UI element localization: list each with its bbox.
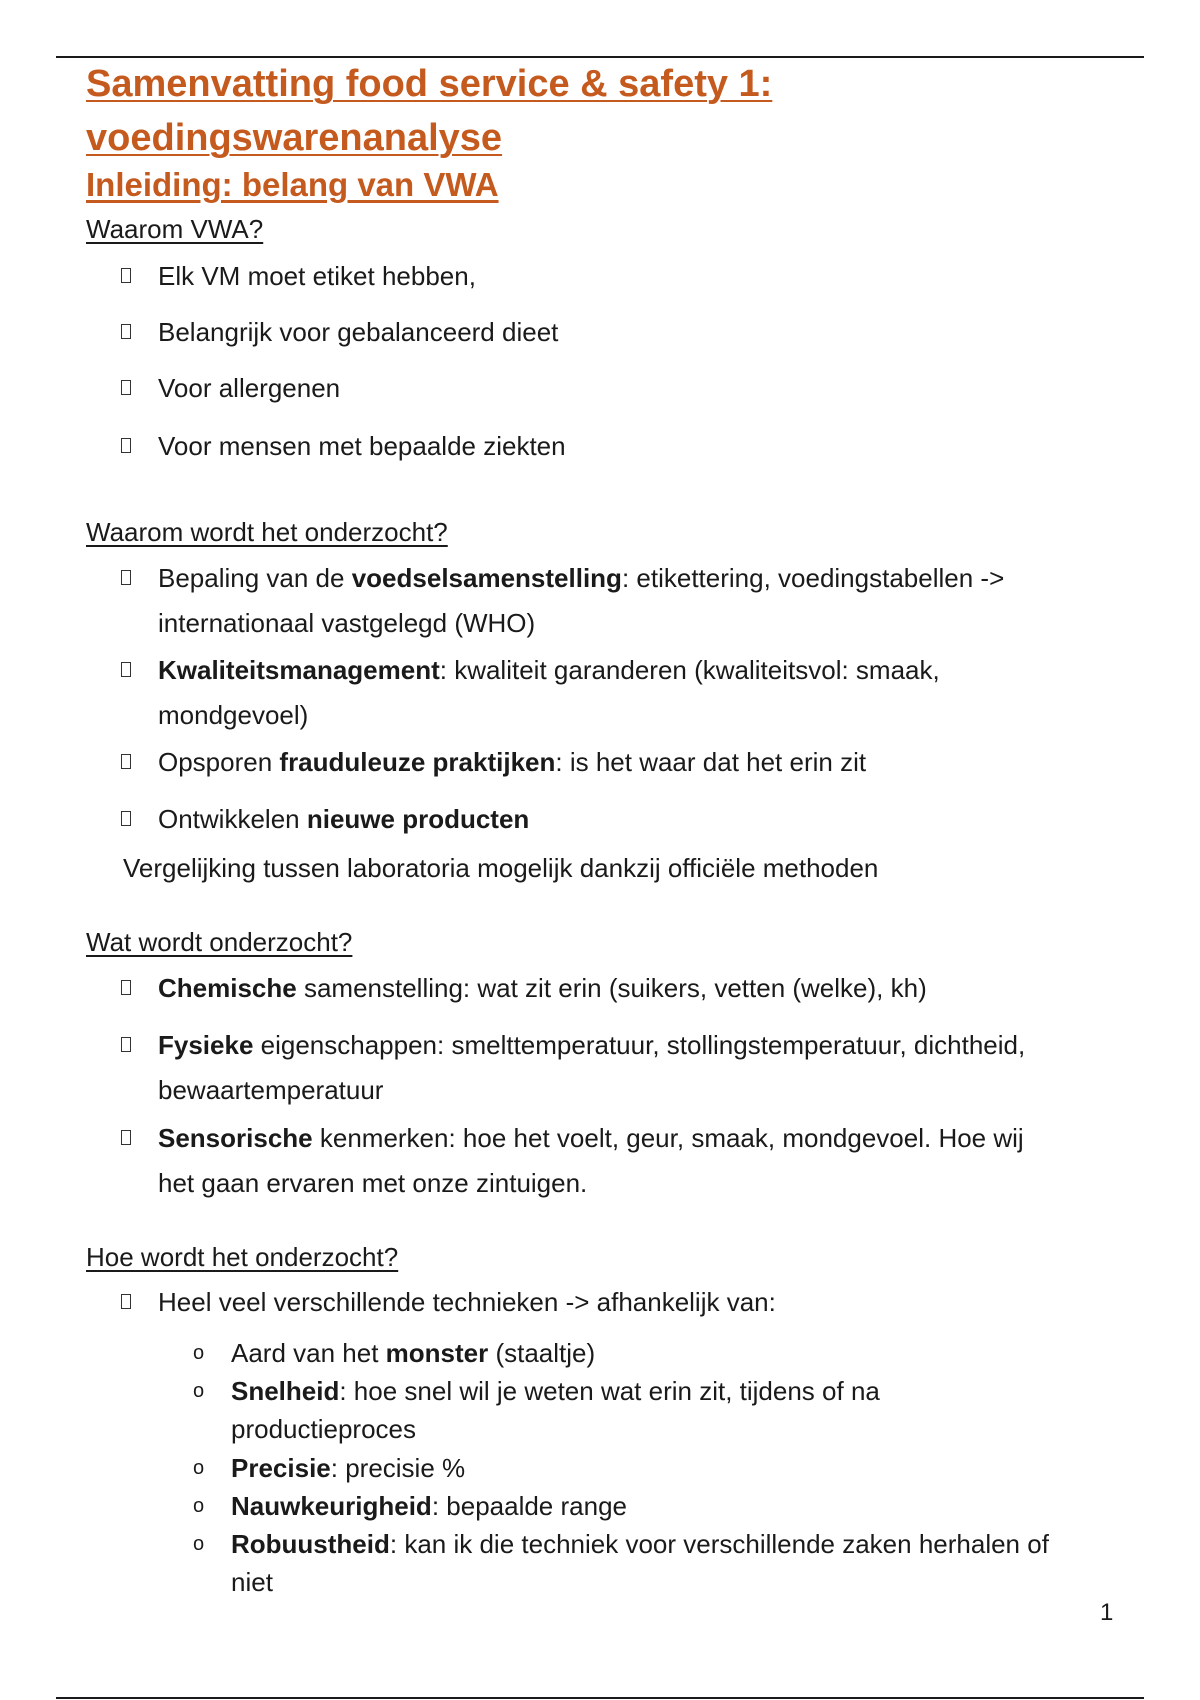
bullet-box-icon <box>121 754 131 769</box>
section-title: Inleiding: belang van VWA <box>86 166 499 203</box>
document-title <box>86 57 1086 165</box>
bullet-box-icon <box>121 811 131 826</box>
bullet-box-icon <box>121 1130 131 1145</box>
circle-bullet-icon: o <box>193 1495 205 1517</box>
circle-bullet-icon: o <box>193 1342 205 1364</box>
title-line-2: voedingswarenanalyse <box>86 117 503 159</box>
note-text: Vergelijking tussen laboratoria mogelijk dankzij officiële methoden <box>123 853 879 883</box>
bullet-box-icon <box>121 380 131 395</box>
bullet-box-icon <box>121 570 131 585</box>
bullet-box-icon <box>121 1294 131 1309</box>
bullet-box-icon <box>121 438 131 453</box>
bullet-box-icon <box>121 268 131 283</box>
circle-bullet-icon: o <box>193 1457 205 1479</box>
circle-bullet-icon: o <box>193 1380 205 1402</box>
question-heading-waarom-onderzocht: Waarom wordt het onderzocht? <box>86 517 448 547</box>
bullet-box-icon <box>121 324 131 339</box>
bottom-rule <box>56 1697 1144 1699</box>
document-page: Samenvatting food service & safety 1: voedingswarenanalyse Inleiding: belang van VWA Waarom VWA? Elk VM moet etiket hebben, Belangrijk voor gebalanceerd dieet Voor allergenen Voor mensen met bepaalde ziekten Waarom wordt het onderzocht? Bepaling van de voedselsamenstelling: etikettering, voedingstabellen -> internationaal vastgelegd (WHO) Kwaliteitsmanagement: kwaliteit garanderen (kwaliteitsvol: smaak, mondgevoel) Opsporen frauduleuze praktijken: is het waar dat het erin zit Ontwikkelen nieuwe producten Vergelijking tussen laboratoria mogelijk dankzij officiële methoden Wat wordt onderzocht? Chemische samenstelling: wat zit erin (suikers, vetten (welke), kh) Fysieke eigenschappen: smelttemperatuur, stollingstemperatuur, dichtheid, bewaartemperatuur Sensorische kenmerken: hoe het voelt, geur, smaak, mondgevoel. Hoe wij het gaan ervaren met onze zintuigen. Hoe wordt het onderzocht? Heel veel verschillende technieken -> afhankelijk van: o Aard van het monster (staaltje) o Snelheid: hoe snel wil je weten wat erin zit, tijdens of na productieproces o Precisie: precisie % o Nauwkeurigheid: bepaalde range o Robuustheid: kan ik die techniek voor verschillende zaken herhalen of niet 1 <box>0 0 1200 1700</box>
question-heading-hoe-onderzocht: Hoe wordt het onderzocht? <box>86 1242 399 1272</box>
circle-bullet-icon: o <box>193 1533 205 1555</box>
question-heading-wat-onderzocht: Wat wordt onderzocht? <box>86 927 353 957</box>
title-line-1: Samenvatting food service & safety 1: <box>86 63 773 105</box>
bullet-box-icon <box>121 1037 131 1052</box>
page-number: 1 <box>1100 1599 1114 1626</box>
question-heading-waarom-vwa: Waarom VWA? <box>86 214 264 244</box>
bullet-box-icon <box>121 662 131 677</box>
bullet-box-icon <box>121 980 131 995</box>
